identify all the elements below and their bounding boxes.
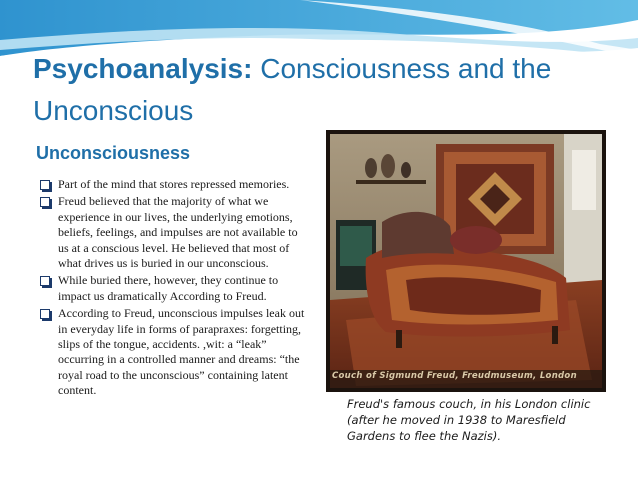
photo-overlay-caption: Couch of Sigmund Freud, Freudmuseum, London: [332, 371, 577, 381]
bullet-item: [40, 194, 310, 271]
checkbox-bullet-icon: [40, 309, 50, 319]
bullet-text: While buried there, however, they continue to impact us dramatically According to Freud.: [58, 273, 279, 303]
bullet-text: Freud believed that the majority of what we experience in our lives, the underlying emotions, beliefs, feelings, and impulses are not available to us at a conscious level. He believed that most of what drives us is buried in our unconscious.: [58, 194, 298, 271]
bullet-item: [40, 273, 310, 304]
bullet-text: Part of the mind that stores repressed memories.: [58, 177, 290, 191]
title-bold-part: Psychoanalysis:: [33, 53, 253, 84]
title-rest: Consciousness and the Unconscious: [33, 53, 552, 126]
bullet-text: According to Freud, unconscious impulses leak out in everyday life in forms of parapraxes: forgetting, slips of the tongue, accidents. ,wit: a “leak” occurring in a controlled manner and dreams: “the royal road to the unconscious” containing latent content.: [58, 306, 305, 398]
bullet-item: [40, 306, 310, 398]
couch-illustration: [326, 130, 606, 392]
freud-couch-photo: [326, 130, 606, 392]
bullet-list: [40, 177, 310, 401]
checkbox-bullet-icon: [40, 180, 50, 190]
checkbox-bullet-icon: [40, 276, 50, 286]
checkbox-bullet-icon: [40, 197, 50, 207]
photo-caption: Freud's famous couch, in his London clinic (after he moved in 1938 to Maresfield Gardens to flee the Nazis).: [347, 397, 591, 443]
bullet-item: [40, 177, 310, 192]
section-heading: Unconsciousness: [36, 143, 191, 163]
slide-title: [33, 48, 623, 132]
